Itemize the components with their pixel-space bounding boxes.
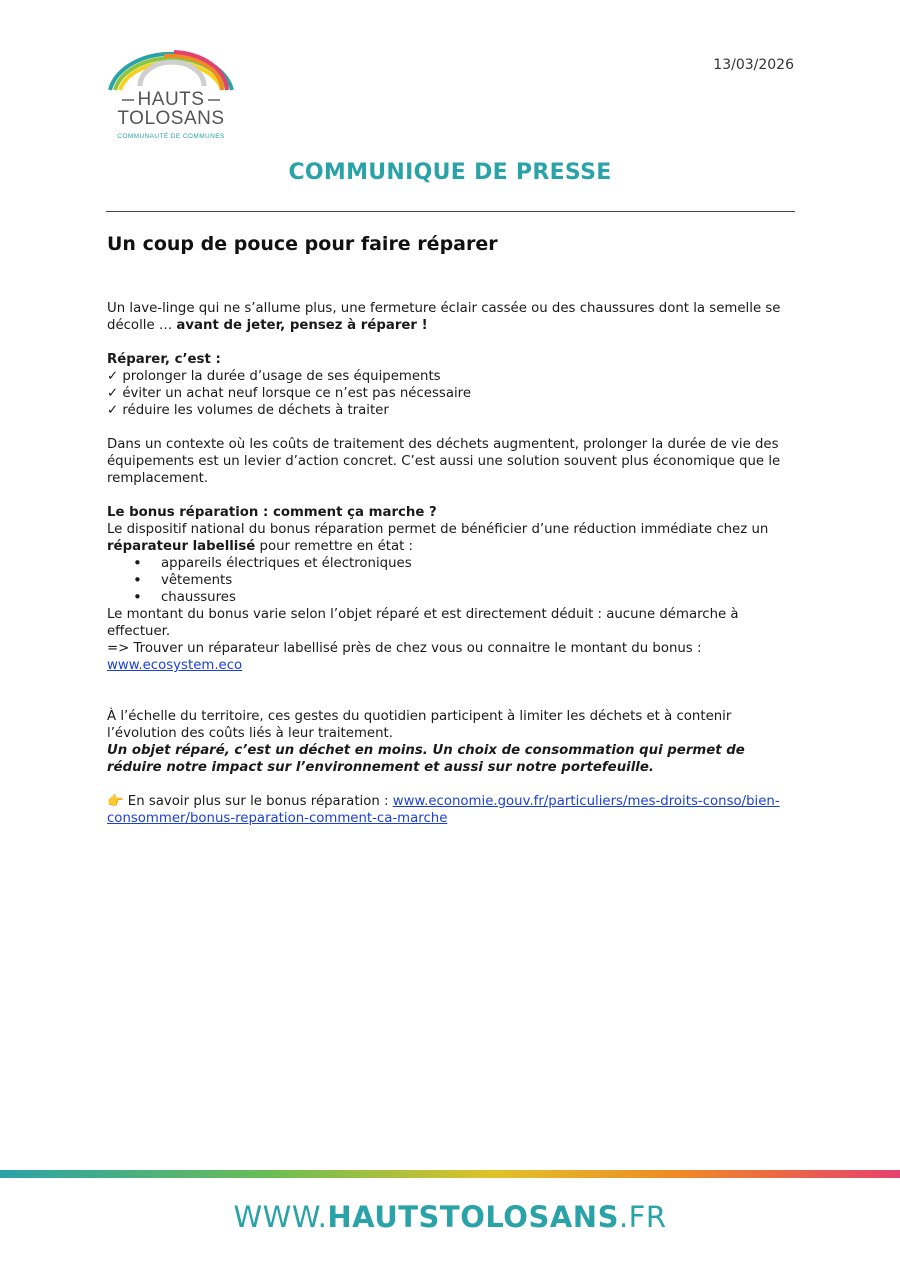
bonus-find: => Trouver un réparateur labellisé près de chez vous ou connaitre le montant du bonus : (107, 641, 702, 656)
footer-website[interactable] (0, 1200, 900, 1234)
ecosystem-link[interactable]: www.ecosystem.eco (107, 658, 243, 673)
divider (106, 211, 795, 212)
footer-bold: HAUTSTOLOSANS (327, 1200, 619, 1234)
bonus-heading-text: Le bonus réparation : comment ça marche ? (107, 505, 437, 520)
reparer-heading (107, 351, 797, 368)
list-item: • appareils électriques et électroniques (107, 555, 797, 572)
territoire-paragraph: À l’échelle du territoire, ces gestes du quotidien participent à limiter les déchets et à contenir l’évolution des coûts liés à leur traitement. (107, 709, 732, 741)
rainbow-arc-icon (104, 46, 238, 94)
bonus-intro-after: pour remettre en état : (255, 539, 414, 554)
article-body (107, 300, 797, 827)
document-date: 13/03/2026 (713, 57, 794, 73)
bonus-intro-text: Le dispositif national du bonus réparation permet de bénéficier d’une réduction immédiate chez un (107, 522, 769, 537)
reparer-item: ✓ éviter un achat neuf lorsque ce n’est pas nécessaire (107, 386, 472, 401)
headline: Un coup de pouce pour faire réparer (107, 233, 498, 255)
more-info-text: En savoir plus sur le bonus réparation : (123, 794, 393, 809)
bonus-heading (107, 504, 797, 521)
intro-text: Un lave-linge qui ne s’allume plus, une fermeture éclair cassée ou des chaussures dont la semelle se décolle … (107, 301, 781, 333)
footer-prefix: WWW. (233, 1200, 328, 1234)
bonus-intro (107, 521, 797, 555)
logo (104, 46, 238, 146)
context-paragraph: Dans un contexte où les coûts de traitement des déchets augmentent, prolonger la durée de vie des équipements est un levier d’action concret. C’est aussi une solution souvent plus économique que le remplacement. (107, 437, 781, 486)
economie-gouv-link[interactable]: www.economie.gouv.fr/particuliers/mes-droits-conso/bien-consommer/bonus-reparation-comment-ca-marche (107, 794, 780, 826)
slogan-text: Un objet réparé, c’est un déchet en moins. Un choix de consommation qui permet de réduire notre impact sur l’environnement et aussi sur notre portefeuille. (107, 743, 745, 775)
footer-suffix: .FR (618, 1200, 667, 1234)
press-title: COMMUNIQUE DE PRESSE (288, 160, 612, 185)
intro-bold: avant de jeter, pensez à réparer ! (176, 318, 428, 333)
footer-gradient-bar (0, 1170, 900, 1178)
reparer-item: ✓ réduire les volumes de déchets à traiter (107, 403, 389, 418)
bonus-montant: Le montant du bonus varie selon l’objet réparé et est directement déduit : aucune démarche à effectuer. (107, 607, 739, 639)
reparer-heading-text: Réparer, c’est : (107, 352, 221, 367)
reparer-item: ✓ prolonger la durée d’usage de ses équipements (107, 369, 441, 384)
bonus-list (107, 555, 797, 606)
list-item: • chaussures (107, 589, 797, 606)
logo-line-communaute: COMMUNAUTÉ DE COMMUNES (117, 133, 225, 140)
logo-line-hauts: HAUTS (104, 90, 238, 110)
slogan (107, 742, 797, 776)
more-info (107, 793, 797, 827)
list-item: • vêtements (107, 572, 797, 589)
pointing-hand-icon: 👉 (107, 794, 124, 809)
bonus-intro-bold: réparateur labellisé (107, 539, 256, 554)
logo-line-tolosans: TOLOSANS (117, 108, 225, 129)
intro-paragraph (107, 300, 797, 334)
